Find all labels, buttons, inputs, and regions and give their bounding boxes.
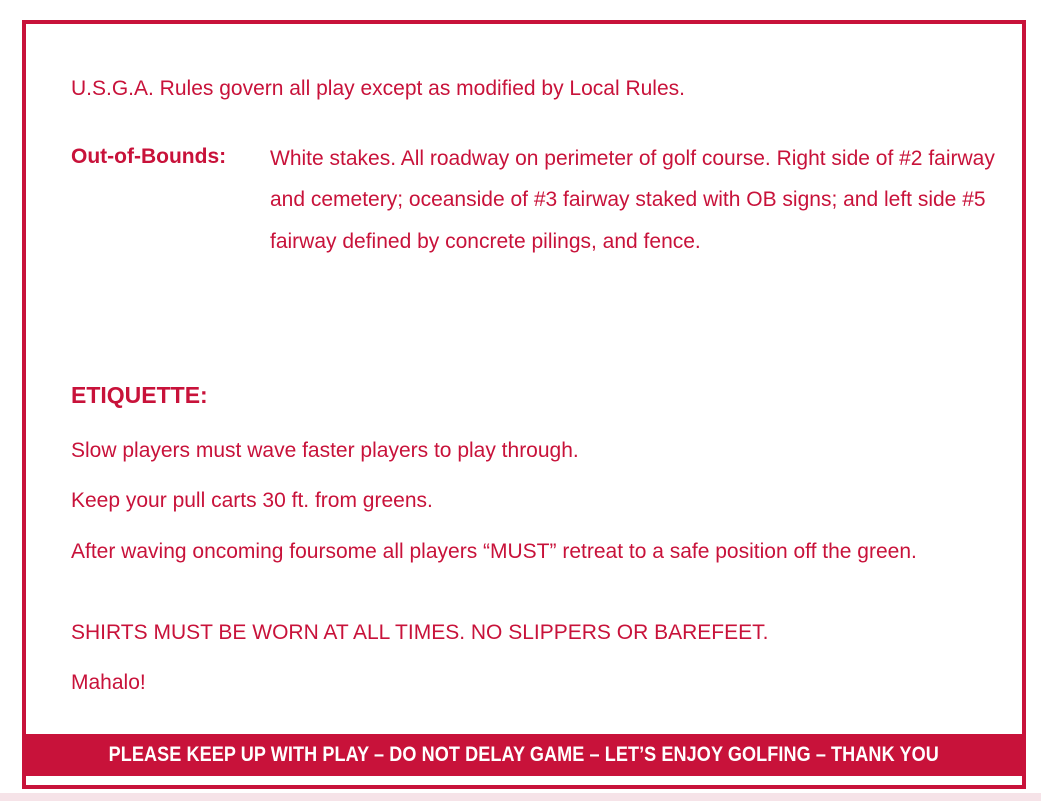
rules-card — [22, 20, 1026, 789]
etiquette-item: After waving oncoming foursome all players “MUST” retreat to a safe position off the green. — [71, 540, 917, 563]
intro-text: U.S.G.A. Rules govern all play except as modified by Local Rules. — [71, 77, 685, 100]
etiquette-item: SHIRTS MUST BE WORN AT ALL TIMES. NO SLIPPERS OR BAREFEET. — [71, 621, 769, 644]
etiquette-item: Mahalo! — [71, 671, 146, 694]
etiquette-item: Slow players must wave faster players to play through. — [71, 439, 579, 462]
footer-text: PLEASE KEEP UP WITH PLAY – DO NOT DELAY GAME – LET’S ENJOY GOLFING – THANK YOU — [108, 743, 940, 766]
page-edge — [0, 793, 1041, 801]
footer-banner — [22, 734, 1026, 776]
out-of-bounds-label: Out-of-Bounds: — [71, 145, 227, 168]
card-bottom-border — [22, 776, 1026, 789]
out-of-bounds-text: White stakes. All roadway on perimeter of golf course. Right side of #2 fairway and cemetery; oceanside of #3 fairway staked with OB signs; and left side #5 fairway defined by concrete pilings, and fence. — [270, 147, 995, 253]
etiquette-item: Keep your pull carts 30 ft. from greens. — [71, 489, 433, 512]
etiquette-heading: ETIQUETTE: — [71, 382, 208, 408]
